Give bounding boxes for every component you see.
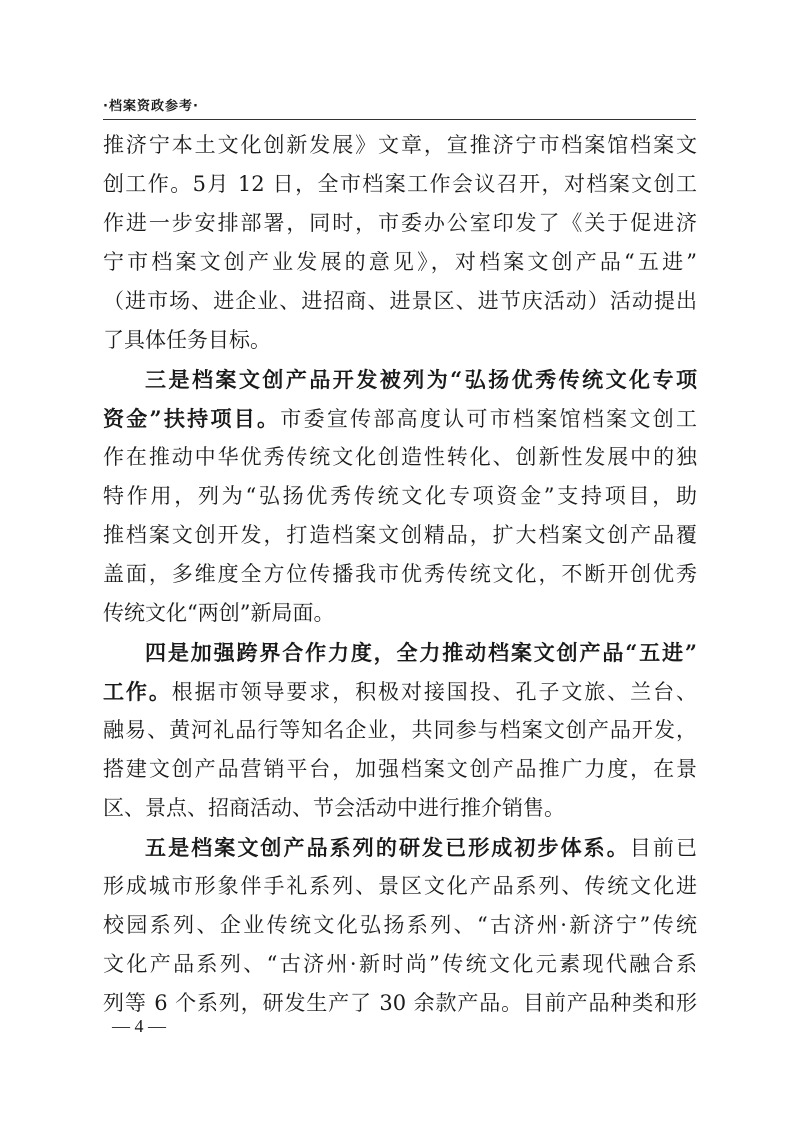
text-span: 市委宣传部高度认可市档案馆档案文创工 [280, 407, 697, 431]
text-line: 形成城市形象伴手礼系列、景区文化产品系列、传统文化进 [103, 874, 697, 898]
text-line [103, 672, 697, 711]
text-line: 文化产品系列、“古济州·新时尚”传统文化元素现代融合系 [103, 952, 697, 976]
paragraph-lead-continuation: 工作。 [103, 679, 172, 704]
text-line: 推档案文创开发，打造档案文创精品，扩大档案文创产品覆 [103, 523, 697, 547]
paragraph-lead: 四是加强跨界合作力度，全力推动档案文创产品“五进” [145, 640, 697, 665]
text-line: 融易、黄河礼品行等知名企业，共同参与档案文创产品开发， [103, 718, 697, 742]
page-number: — 4 — [112, 1016, 166, 1036]
text-line: 列等 6 个系列，研发生产了 30 余款产品。目前产品种类和形 [103, 991, 697, 1015]
paragraph-lead: 五是档案文创产品系列的研发已形成初步体系。 [145, 835, 630, 860]
text-line: 推济宁本土文化创新发展》文章，宣推济宁市档案馆档案文 [103, 133, 697, 157]
text-span: 目前已 [629, 836, 698, 860]
text-line: 区、景点、招商活动、节会活动中进行推介销售。 [103, 796, 565, 820]
running-header: ·档案资政参考· [103, 99, 199, 114]
body-text [103, 126, 697, 1023]
text-line: 创工作。5月 12 日，全市档案工作会议召开，对档案文创工 [103, 172, 697, 196]
text-line: 作进一步安排部署，同时，市委办公室印发了《关于促进济 [103, 211, 697, 235]
text-line: 特作用，列为“弘扬优秀传统文化专项资金”支持项目，助 [103, 484, 697, 508]
text-line [103, 828, 697, 867]
paragraph-lead: 三是档案文创产品开发被列为“弘扬优秀传统文化专项 [145, 367, 697, 392]
text-line: 了具体任务目标。 [103, 328, 271, 352]
text-line: （进市场、进企业、进招商、进景区、进节庆活动）活动提出 [103, 289, 697, 313]
text-line: 盖面，多维度全方位传播我市优秀传统文化，不断开创优秀 [103, 562, 697, 586]
text-line: 宁市档案文创产业发展的意见》，对档案文创产品“五进” [103, 250, 697, 274]
paragraph-lead-continuation: 资金”扶持项目。 [103, 406, 281, 431]
text-line: 校园系列、企业传统文化弘扬系列、“古济州·新济宁”传统 [103, 913, 697, 937]
text-line: 作在推动中华优秀传统文化创造性转化、创新性发展中的独 [103, 445, 697, 469]
header-rule [103, 119, 696, 120]
text-line [103, 399, 697, 438]
text-span: 根据市领导要求，积极对接国投、孔子文旅、兰台、 [171, 680, 698, 704]
text-line: 搭建文创产品营销平台，加强档案文创产品推广力度，在景 [103, 757, 697, 781]
text-line: 传统文化“两创”新局面。 [103, 601, 335, 625]
